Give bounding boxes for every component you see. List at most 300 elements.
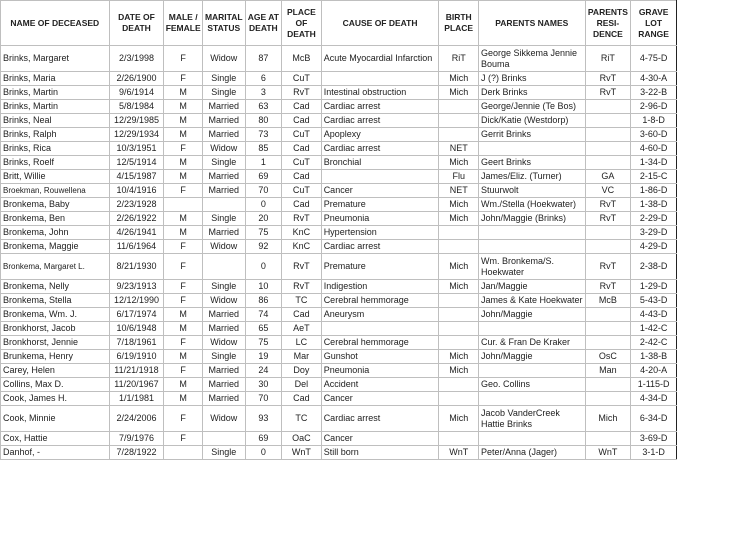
marital-cell: Single [202, 446, 245, 460]
date-cell: 2/3/1998 [109, 46, 164, 72]
residence-cell: OsC [585, 350, 631, 364]
residence-cell [585, 378, 631, 392]
place-cell: Cad [282, 114, 322, 128]
cause-cell: Cancer [321, 432, 439, 446]
name-cell: Cox, Hattie [1, 432, 110, 446]
grave-cell: 2-42-C [631, 336, 677, 350]
grave-cell: 1-115-D [631, 378, 677, 392]
header-place: PLACE OF DEATH [282, 1, 322, 46]
birth-cell [439, 336, 479, 350]
residence-cell: McB [585, 294, 631, 308]
place-cell: KnC [282, 226, 322, 240]
parents-cell [479, 226, 586, 240]
grave-cell: 1-38-B [631, 350, 677, 364]
birth-cell: Mich [439, 364, 479, 378]
date-cell: 6/17/1974 [109, 308, 164, 322]
name-cell: Cook, Minnie [1, 406, 110, 432]
age-cell: 65 [245, 322, 282, 336]
place-cell: LC [282, 336, 322, 350]
grave-cell: 2-15-C [631, 170, 677, 184]
table-row [1, 198, 677, 212]
parents-cell: Stuurwolt [479, 184, 586, 198]
table-row [1, 254, 677, 280]
sex-cell: M [164, 100, 203, 114]
date-cell: 7/18/1961 [109, 336, 164, 350]
sex-cell: F [164, 254, 203, 280]
table-row [1, 378, 677, 392]
place-cell: OaC [282, 432, 322, 446]
parents-cell [479, 240, 586, 254]
place-cell: TC [282, 406, 322, 432]
grave-cell: 1-38-D [631, 198, 677, 212]
table-row [1, 72, 677, 86]
residence-cell: VC [585, 184, 631, 198]
table-row [1, 294, 677, 308]
cause-cell: Bronchial [321, 156, 439, 170]
sex-cell: F [164, 46, 203, 72]
name-cell: Brinks, Martin [1, 86, 110, 100]
place-cell: Del [282, 378, 322, 392]
parents-cell: James & Kate Hoekwater [479, 294, 586, 308]
age-cell: 69 [245, 170, 282, 184]
place-cell: Cad [282, 308, 322, 322]
parents-cell: George Sikkema Jennie Bouma [479, 46, 586, 72]
name-cell: Brinks, Roelf [1, 156, 110, 170]
birth-cell: Mich [439, 72, 479, 86]
cause-cell [321, 322, 439, 336]
residence-cell: RiT [585, 46, 631, 72]
name-cell: Brinks, Maria [1, 72, 110, 86]
name-cell: Brunkema, Henry [1, 350, 110, 364]
place-cell: Cad [282, 170, 322, 184]
sex-cell: F [164, 240, 203, 254]
header-cause: CAUSE OF DEATH [321, 1, 439, 46]
table-row [1, 392, 677, 406]
place-cell: TC [282, 294, 322, 308]
header-birth: BIRTH PLACE [439, 1, 479, 46]
table-row [1, 406, 677, 432]
date-cell: 7/28/1922 [109, 446, 164, 460]
parents-cell: Derk Brinks [479, 86, 586, 100]
date-cell: 1/1/1981 [109, 392, 164, 406]
birth-cell [439, 240, 479, 254]
place-cell: Cad [282, 198, 322, 212]
marital-cell: Married [202, 226, 245, 240]
place-cell: AeT [282, 322, 322, 336]
marital-cell: Widow [202, 46, 245, 72]
place-cell: RvT [282, 280, 322, 294]
header-age: AGE AT DEATH [245, 1, 282, 46]
residence-cell [585, 114, 631, 128]
marital-cell: Married [202, 128, 245, 142]
birth-cell [439, 378, 479, 392]
name-cell: Bronkema, Wm. J. [1, 308, 110, 322]
residence-cell: RvT [585, 212, 631, 226]
sex-cell: M [164, 378, 203, 392]
date-cell: 2/26/1900 [109, 72, 164, 86]
age-cell: 93 [245, 406, 282, 432]
cause-cell: Apoplexy [321, 128, 439, 142]
date-cell: 2/24/2006 [109, 406, 164, 432]
age-cell: 74 [245, 308, 282, 322]
age-cell: 92 [245, 240, 282, 254]
cause-cell: Cardiac arrest [321, 142, 439, 156]
date-cell: 10/6/1948 [109, 322, 164, 336]
cause-cell: Cerebral hemmorage [321, 336, 439, 350]
cause-cell: Still born [321, 446, 439, 460]
parents-cell [479, 392, 586, 406]
marital-cell: Widow [202, 142, 245, 156]
place-cell: CuT [282, 128, 322, 142]
sex-cell: M [164, 322, 203, 336]
name-cell: Bronkema, Nelly [1, 280, 110, 294]
residence-cell [585, 432, 631, 446]
birth-cell: WnT [439, 446, 479, 460]
place-cell: Cad [282, 392, 322, 406]
table-row [1, 46, 677, 72]
birth-cell [439, 114, 479, 128]
parents-cell [479, 142, 586, 156]
marital-cell: Single [202, 280, 245, 294]
parents-cell: Cur. & Fran De Kraker [479, 336, 586, 350]
grave-cell: 3-69-D [631, 432, 677, 446]
parents-cell: Jacob VanderCreek Hattie Brinks [479, 406, 586, 432]
table-body [1, 46, 677, 460]
marital-cell: Married [202, 114, 245, 128]
table-row [1, 86, 677, 100]
grave-cell: 1-86-D [631, 184, 677, 198]
birth-cell [439, 226, 479, 240]
grave-cell: 4-20-A [631, 364, 677, 378]
grave-cell: 2-96-D [631, 100, 677, 114]
parents-cell: John/Maggie [479, 308, 586, 322]
table-row [1, 308, 677, 322]
age-cell: 19 [245, 350, 282, 364]
table-row [1, 446, 677, 460]
parents-cell [479, 322, 586, 336]
cause-cell: Cancer [321, 184, 439, 198]
birth-cell [439, 322, 479, 336]
header-marital: MARITAL STATUS [202, 1, 245, 46]
marital-cell [202, 254, 245, 280]
table-row [1, 128, 677, 142]
cause-cell: Premature [321, 198, 439, 212]
age-cell: 80 [245, 114, 282, 128]
name-cell: Bronkema, Ben [1, 212, 110, 226]
age-cell: 24 [245, 364, 282, 378]
marital-cell: Single [202, 350, 245, 364]
residence-cell [585, 336, 631, 350]
cause-cell: Intestinal obstruction [321, 86, 439, 100]
grave-cell: 4-60-D [631, 142, 677, 156]
marital-cell: Married [202, 364, 245, 378]
residence-cell: RvT [585, 280, 631, 294]
date-cell: 12/12/1990 [109, 294, 164, 308]
residence-cell: Mich [585, 406, 631, 432]
marital-cell: Widow [202, 406, 245, 432]
grave-cell: 3-22-B [631, 86, 677, 100]
residence-cell [585, 226, 631, 240]
cause-cell: Indigestion [321, 280, 439, 294]
table-row [1, 142, 677, 156]
birth-cell [439, 432, 479, 446]
date-cell: 9/6/1914 [109, 86, 164, 100]
birth-cell [439, 392, 479, 406]
cause-cell: Aneurysm [321, 308, 439, 322]
marital-cell: Married [202, 308, 245, 322]
parents-cell [479, 432, 586, 446]
table-row [1, 156, 677, 170]
birth-cell [439, 128, 479, 142]
marital-cell: Single [202, 156, 245, 170]
cause-cell: Cardiac arrest [321, 114, 439, 128]
name-cell: Bronkema, Margaret L. [1, 254, 110, 280]
age-cell: 63 [245, 100, 282, 114]
table-row [1, 240, 677, 254]
date-cell: 12/29/1985 [109, 114, 164, 128]
table-row [1, 364, 677, 378]
grave-cell: 1-29-D [631, 280, 677, 294]
date-cell: 2/26/1922 [109, 212, 164, 226]
date-cell: 7/9/1976 [109, 432, 164, 446]
parents-cell: Geo. Collins [479, 378, 586, 392]
birth-cell: Mich [439, 280, 479, 294]
cause-cell: Cardiac arrest [321, 406, 439, 432]
table-row [1, 432, 677, 446]
residence-cell [585, 142, 631, 156]
grave-cell: 4-30-A [631, 72, 677, 86]
sex-cell: F [164, 280, 203, 294]
marital-cell: Married [202, 322, 245, 336]
place-cell: Mar [282, 350, 322, 364]
age-cell: 69 [245, 432, 282, 446]
birth-cell: Mich [439, 350, 479, 364]
residence-cell [585, 308, 631, 322]
sex-cell: M [164, 308, 203, 322]
age-cell: 75 [245, 226, 282, 240]
birth-cell: NET [439, 184, 479, 198]
name-cell: Brinks, Martin [1, 100, 110, 114]
marital-cell: Married [202, 184, 245, 198]
grave-cell: 1-34-D [631, 156, 677, 170]
header-sex: MALE / FEMALE [164, 1, 203, 46]
place-cell: Doy [282, 364, 322, 378]
sex-cell: F [164, 406, 203, 432]
parents-cell [479, 364, 586, 378]
parents-cell: John/Maggie [479, 350, 586, 364]
residence-cell [585, 156, 631, 170]
parents-cell: George/Jennie (Te Bos) [479, 100, 586, 114]
birth-cell: RiT [439, 46, 479, 72]
parents-cell: Dick/Katie (Westdorp) [479, 114, 586, 128]
residence-cell: RvT [585, 198, 631, 212]
grave-cell: 4-43-D [631, 308, 677, 322]
name-cell: Bronkema, Stella [1, 294, 110, 308]
marital-cell: Single [202, 212, 245, 226]
marital-cell: Married [202, 170, 245, 184]
marital-cell: Widow [202, 294, 245, 308]
residence-cell [585, 392, 631, 406]
grave-cell: 4-29-D [631, 240, 677, 254]
header-residence: PARENTS RESI- DENCE [585, 1, 631, 46]
cause-cell [321, 170, 439, 184]
age-cell: 70 [245, 184, 282, 198]
date-cell: 11/6/1964 [109, 240, 164, 254]
sex-cell: M [164, 114, 203, 128]
sex-cell: F [164, 364, 203, 378]
parents-cell: Gerrit Brinks [479, 128, 586, 142]
name-cell: Brinks, Neal [1, 114, 110, 128]
marital-cell [202, 198, 245, 212]
date-cell: 8/21/1930 [109, 254, 164, 280]
residence-cell [585, 128, 631, 142]
marital-cell: Single [202, 86, 245, 100]
place-cell: CuT [282, 184, 322, 198]
header-parents: PARENTS NAMES [479, 1, 586, 46]
birth-cell: Mich [439, 212, 479, 226]
place-cell: KnC [282, 240, 322, 254]
birth-cell [439, 100, 479, 114]
place-cell: McB [282, 46, 322, 72]
place-cell: RvT [282, 212, 322, 226]
grave-cell: 1-42-C [631, 322, 677, 336]
place-cell: CuT [282, 156, 322, 170]
cause-cell: Cerebral hemmorage [321, 294, 439, 308]
name-cell: Carey, Helen [1, 364, 110, 378]
name-cell: Bronkema, Maggie [1, 240, 110, 254]
age-cell: 30 [245, 378, 282, 392]
table-row [1, 226, 677, 240]
table-row [1, 280, 677, 294]
sex-cell: M [164, 350, 203, 364]
sex-cell: M [164, 392, 203, 406]
age-cell: 70 [245, 392, 282, 406]
birth-cell: Mich [439, 156, 479, 170]
date-cell: 6/19/1910 [109, 350, 164, 364]
grave-cell: 4-75-D [631, 46, 677, 72]
name-cell: Danhof, - [1, 446, 110, 460]
date-cell: 5/8/1984 [109, 100, 164, 114]
date-cell: 11/21/1918 [109, 364, 164, 378]
parents-cell: James/Eliz. (Turner) [479, 170, 586, 184]
residence-cell: GA [585, 170, 631, 184]
cause-cell: Pneumonia [321, 212, 439, 226]
name-cell: Cook, James H. [1, 392, 110, 406]
parents-cell: J (?) Brinks [479, 72, 586, 86]
sex-cell [164, 198, 203, 212]
residence-cell: WnT [585, 446, 631, 460]
date-cell: 10/4/1916 [109, 184, 164, 198]
residence-cell: RvT [585, 72, 631, 86]
table-row [1, 114, 677, 128]
name-cell: Bronkema, John [1, 226, 110, 240]
age-cell: 10 [245, 280, 282, 294]
parents-cell: Jan/Maggie [479, 280, 586, 294]
sex-cell: M [164, 212, 203, 226]
table-row [1, 100, 677, 114]
sex-cell: M [164, 170, 203, 184]
grave-cell: 3-60-D [631, 128, 677, 142]
date-cell: 12/29/1934 [109, 128, 164, 142]
cause-cell: Cardiac arrest [321, 100, 439, 114]
parents-cell: Peter/Anna (Jager) [479, 446, 586, 460]
cause-cell: Premature [321, 254, 439, 280]
birth-cell: NET [439, 142, 479, 156]
marital-cell: Single [202, 72, 245, 86]
birth-cell: Mich [439, 86, 479, 100]
age-cell: 1 [245, 156, 282, 170]
sex-cell: F [164, 184, 203, 198]
date-cell: 11/20/1967 [109, 378, 164, 392]
table-row [1, 212, 677, 226]
age-cell: 73 [245, 128, 282, 142]
residence-cell [585, 100, 631, 114]
table-row [1, 184, 677, 198]
birth-cell [439, 294, 479, 308]
name-cell: Brinks, Rica [1, 142, 110, 156]
place-cell: Cad [282, 100, 322, 114]
parents-cell: Geert Brinks [479, 156, 586, 170]
sex-cell: M [164, 86, 203, 100]
residence-cell: Man [585, 364, 631, 378]
birth-cell: Mich [439, 254, 479, 280]
marital-cell: Widow [202, 336, 245, 350]
sex-cell: F [164, 336, 203, 350]
marital-cell [202, 432, 245, 446]
residence-cell: RvT [585, 86, 631, 100]
birth-cell: Flu [439, 170, 479, 184]
name-cell: Britt, Willie [1, 170, 110, 184]
cause-cell [321, 72, 439, 86]
date-cell: 9/23/1913 [109, 280, 164, 294]
age-cell: 0 [245, 198, 282, 212]
grave-cell: 4-34-D [631, 392, 677, 406]
age-cell: 3 [245, 86, 282, 100]
birth-cell: Mich [439, 198, 479, 212]
sex-cell: M [164, 156, 203, 170]
residence-cell [585, 240, 631, 254]
name-cell: Bronkhorst, Jennie [1, 336, 110, 350]
date-cell: 4/15/1987 [109, 170, 164, 184]
birth-cell [439, 308, 479, 322]
table-row [1, 350, 677, 364]
header-date: DATE OF DEATH [109, 1, 164, 46]
marital-cell: Married [202, 392, 245, 406]
age-cell: 0 [245, 254, 282, 280]
date-cell: 10/3/1951 [109, 142, 164, 156]
table-row [1, 322, 677, 336]
sex-cell: F [164, 294, 203, 308]
name-cell: Bronkhorst, Jacob [1, 322, 110, 336]
cause-cell: Cancer [321, 392, 439, 406]
sex-cell: F [164, 142, 203, 156]
residence-cell: RvT [585, 254, 631, 280]
place-cell: CuT [282, 72, 322, 86]
place-cell: RvT [282, 254, 322, 280]
sex-cell: M [164, 128, 203, 142]
age-cell: 6 [245, 72, 282, 86]
place-cell: WnT [282, 446, 322, 460]
cause-cell: Cardiac arrest [321, 240, 439, 254]
age-cell: 85 [245, 142, 282, 156]
name-cell: Brinks, Margaret [1, 46, 110, 72]
sex-cell: F [164, 72, 203, 86]
sex-cell: F [164, 432, 203, 446]
place-cell: Cad [282, 142, 322, 156]
cause-cell: Gunshot [321, 350, 439, 364]
birth-cell: Mich [439, 406, 479, 432]
header-grave: GRAVE LOT RANGE [631, 1, 677, 46]
